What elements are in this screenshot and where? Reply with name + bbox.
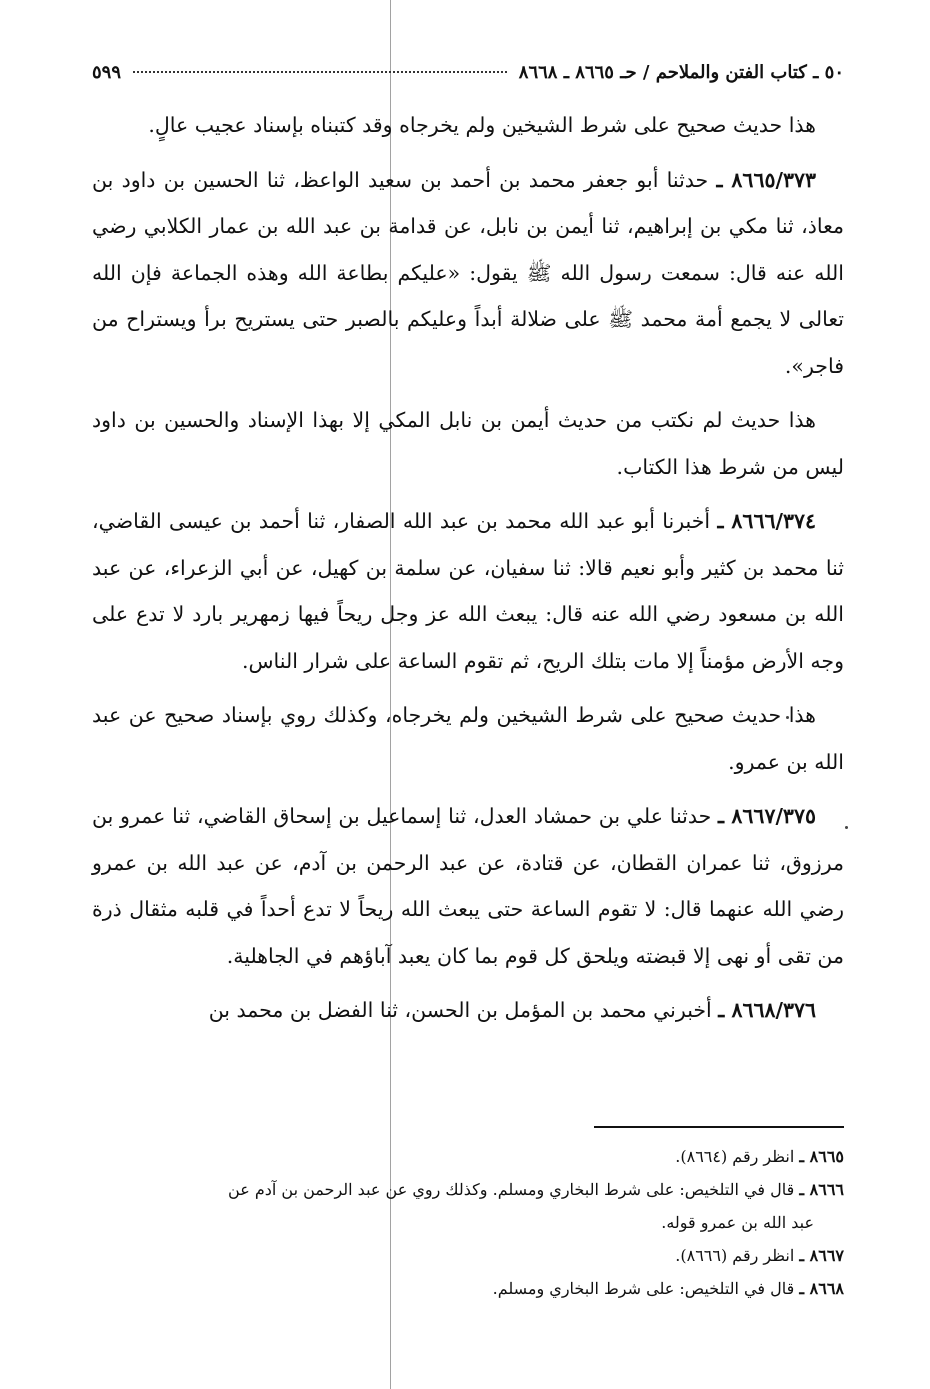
- footnote-number: ٨٦٦٥ ـ: [799, 1147, 844, 1166]
- hadith-8667: [92, 793, 844, 979]
- hadith-text: أخبرنا أبو عبد الله محمد بن عبد الله الصفار، ثنا أحمد بن عيسى القاضي، ثنا محمد بن كثير وأبو نعيم قالا: ثنا سفيان، عن سلمة بن كهيل، عن أبي الزعراء، عن عبد الله بن مسعود رضي الله عنه قال: يبعث الله عز وجل ريحاً فيها زمهرير بارد لا تدع على وجه الأرض مؤمناً إلا مات بتلك الريح، ثم تقوم الساعة على شرار الناس.: [92, 509, 844, 673]
- hadith-8666: [92, 498, 844, 684]
- footnote: [92, 1173, 844, 1206]
- footnote-number: ٨٦٦٦ ـ: [799, 1180, 844, 1199]
- grading-paragraph: [92, 692, 844, 785]
- paragraph-text: هذا حديث صحيح على شرط الشيخين ولم يخرجاه وقد كتبناه بإسناد عجيب عالٍ.: [148, 113, 816, 137]
- hadith-number: ٨٦٦٦/٣٧٤ ـ: [717, 509, 816, 533]
- grading-paragraph: [92, 102, 844, 149]
- header-title: ٥٠ ـ كتاب الفتن والملاحم / حـ ٨٦٦٥ ـ ٨٦٦٨: [518, 62, 844, 83]
- page-number: ٥٩٩: [92, 62, 122, 83]
- footnote: [92, 1239, 844, 1272]
- footnote-number: ٨٦٦٨ ـ: [799, 1279, 844, 1298]
- hadith-number: ٨٦٦٨/٣٧٦ ـ: [718, 998, 816, 1022]
- footnote-separator: [594, 1126, 844, 1128]
- footnote: [92, 1272, 844, 1305]
- footnotes: [92, 1140, 844, 1305]
- footnote-number: ٨٦٦٧ ـ: [799, 1246, 844, 1265]
- hadith-number: ٨٦٦٧/٣٧٥ ـ: [718, 804, 816, 828]
- hadith-text: حدثنا أبو جعفر محمد بن أحمد بن سعيد الواعظ، ثنا الحسين بن داود بن معاذ، ثنا مكي بن إبراهيم، ثنا أيمن بن نابل، عن قدامة بن عبد الله بن عمار الكلابي رضي الله عنه قال: سمعت رسول الله ﷺ يقول: «عليكم بطاعة الله وهذه الجماعة فإن الله تعالى لا يجمع أمة محمد ﷺ على ضلالة أبداً وعليكم بالصبر حتى يستريح برأ ويستراح من فاجر».: [92, 167, 844, 378]
- header-dot-leader: [133, 71, 507, 73]
- paragraph-text: هذا حديث صحيح على شرط الشيخين ولم يخرجاه، وكذلك روي بإسناد صحيح عن عبد الله بن عمرو.: [92, 703, 844, 774]
- page-content: [92, 62, 844, 1034]
- hadith-number: ٨٦٦٥/٣٧٣ ـ: [716, 167, 816, 192]
- hadith-text: أخبرني محمد بن المؤمل بن الحسن، ثنا الفضل بن محمد بن: [208, 998, 712, 1022]
- hadith-8665: [92, 157, 844, 390]
- hadith-8668: [92, 987, 844, 1034]
- running-header: [92, 62, 844, 102]
- print-speck: [845, 826, 848, 829]
- footnote-text: قال في التلخيص: على شرط البخاري ومسلم.: [492, 1279, 795, 1298]
- paragraph-text: هذا حديث لم نكتب من حديث أيمن بن نابل المكي إلا بهذا الإسناد والحسين بن داود ليس من شرط هذا الكتاب.: [92, 408, 844, 479]
- footnote-text: انظر رقم (٨٦٦٦).: [675, 1246, 795, 1265]
- hadith-text: حدثنا علي بن حمشاد العدل، ثنا إسماعيل بن إسحاق القاضي، ثنا عمرو بن مرزوق، ثنا عمران القطان، عن قتادة، عن عبد الرحمن بن آدم، عن عبد الله بن عمرو رضي الله عنهما قال: لا تقوم الساعة حتى يبعث الله ريحاً لا تدع أحداً في قلبه مثقال ذرة من تقى أو نهى إلا قبضته ويلحق كل قوم بما كان يعبد آباؤهم في الجاهلية.: [92, 804, 844, 968]
- footnote: [92, 1140, 844, 1173]
- grading-paragraph: [92, 397, 844, 490]
- footnote-text: قال في التلخيص: على شرط البخاري ومسلم. وكذلك روي عن عبد الرحمن بن آدم عن: [228, 1180, 795, 1199]
- footnote-text: عبد الله بن عمرو قوله.: [661, 1213, 814, 1232]
- footnote-continuation: [92, 1206, 844, 1239]
- footnote-text: انظر رقم (٨٦٦٤).: [675, 1147, 795, 1166]
